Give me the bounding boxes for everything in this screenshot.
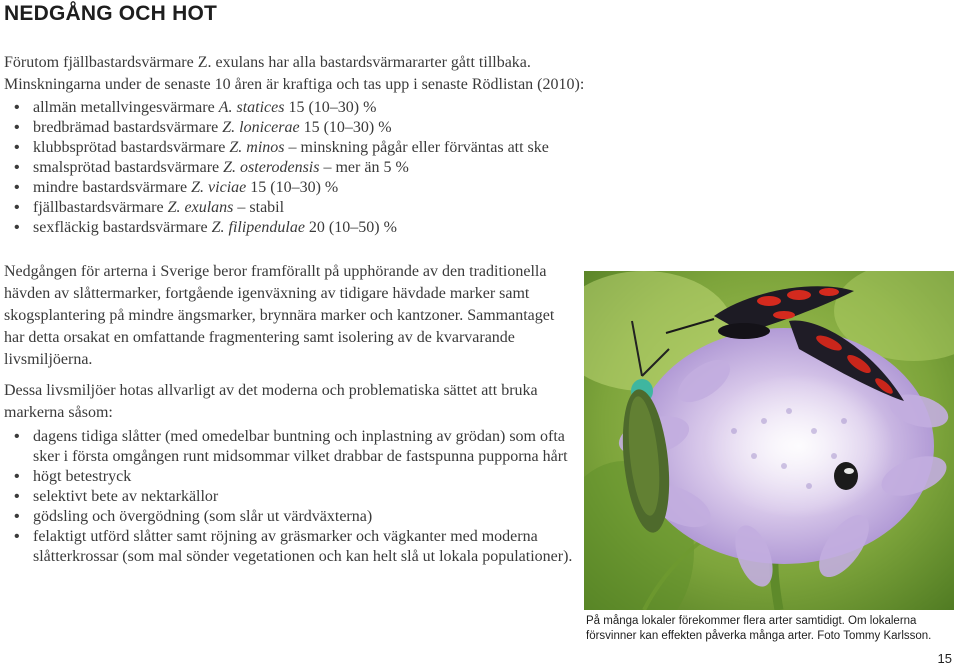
- species-item: • bredbrämad bastardsvärmare Z. lonicerae 15 (10–30) %: [14, 118, 714, 138]
- caption-line-2: försvinner kan effekten påverka många arter. Foto Tommy Karlsson.: [586, 630, 932, 642]
- moth-photo: [584, 271, 954, 610]
- caption-line-1: På många lokaler förekommer flera arter samtidigt. Om lokalerna: [586, 615, 917, 627]
- decline-causes-paragraph: Nedgången för arterna i Sverige beror framförallt på upphörande av den traditionella hävden av slåttermarker, fortgående igenväxning av tidigare hävdade marker samt skogsplantering på mindre ängsmarker, brynnära marker och kantzoner. Sammantaget har detta orsakat en omfattande fragmentering samt isolering av de kvarvarande livsmiljöerna.: [4, 263, 555, 368]
- species-item: • klubbsprötad bastardsvärmare Z. minos – minskning pågår eller förväntas att ske: [14, 138, 714, 158]
- moth-photo-illustration: [584, 271, 954, 610]
- intro-paragraph: [4, 52, 704, 96]
- threats-list: [14, 427, 574, 567]
- species-list: [14, 98, 714, 238]
- threat-item: • felaktigt utförd slåtter samt röjning av gräsmarker och vägkanter med moderna slåtterkrossar (som mal sönder vegetationen och kan helt slå ut lokala populationer).: [14, 527, 574, 567]
- species-item: • mindre bastardsvärmare Z. viciae 15 (10–30) %: [14, 178, 714, 198]
- small-insect: [834, 462, 858, 490]
- threats-intro-paragraph: Dessa livsmiljöer hotas allvarligt av det moderna och problematiska sättet att bruka markerna såsom:: [4, 382, 538, 421]
- intro-line-2: Minskningarna under de senaste 10 åren är kraftiga och tas upp i senaste Rödlistan (2010):: [4, 76, 585, 93]
- threat-item: • selektivt bete av nektarkällor: [14, 487, 574, 507]
- species-item: • allmän metallvingesvärmare A. statices 15 (10–30) %: [14, 98, 714, 118]
- page-number: 15: [937, 651, 952, 666]
- intro-line-1: Förutom fjällbastardsvärmare Z. exulans har alla bastardsvärmararter gått tillbaka.: [4, 54, 531, 71]
- photo-caption: [586, 614, 958, 644]
- threat-item: • dagens tidiga slåtter (med omedelbar buntning och inplastning av grödan) som ofta sker i första omgången runt midsommar vilket drabbar de fastspunna pupporna hårt: [14, 427, 574, 467]
- page-heading: NEDGÅNG OCH HOT: [4, 2, 217, 25]
- species-item: • smalsprötad bastardsvärmare Z. osterodensis – mer än 5 %: [14, 158, 714, 178]
- species-item: • fjällbastardsvärmare Z. exulans – stabil: [14, 198, 714, 218]
- species-item: • sexfläckig bastardsvärmare Z. filipendulae 20 (10–50) %: [14, 218, 714, 238]
- threat-item: • högt betestryck: [14, 467, 574, 487]
- threat-item: • gödsling och övergödning (som slår ut värdväxterna): [14, 507, 574, 527]
